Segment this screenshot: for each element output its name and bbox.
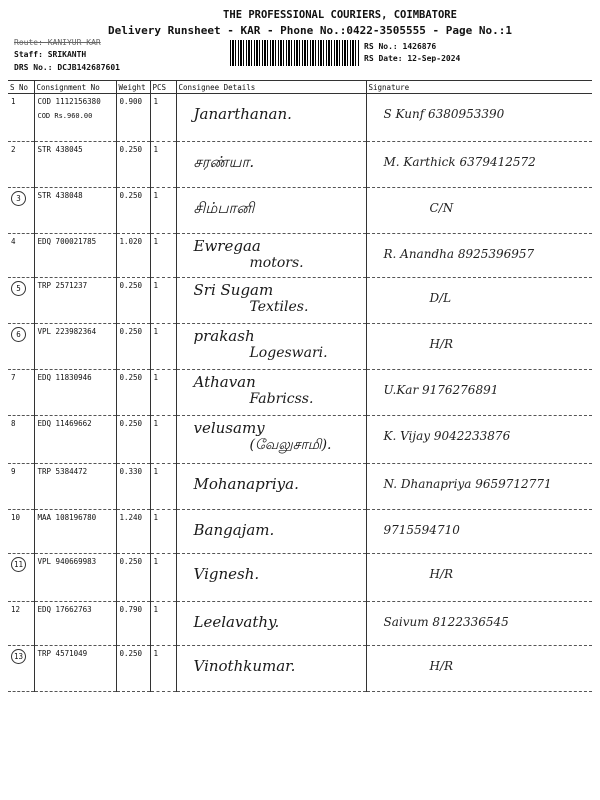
- cell-signature: [366, 324, 592, 370]
- consignee-name-line2: Logeswari.: [249, 345, 328, 361]
- cell-signature: [366, 188, 592, 234]
- weight: 0.250: [119, 327, 143, 336]
- drs-number: DRS No.: DCJB142687601: [14, 63, 120, 72]
- weight: 1.240: [119, 513, 143, 522]
- cell-signature: [366, 510, 592, 554]
- cell-consignee: [176, 324, 366, 370]
- consignee-name: prakash: [193, 327, 255, 345]
- col-header-pcs: PCS: [150, 81, 176, 94]
- cell-pcs: [150, 142, 176, 188]
- row-sno: 2: [11, 145, 16, 154]
- pcs: 1: [153, 649, 159, 658]
- consignee-name-line2: (வேலுசாமி).: [249, 437, 332, 453]
- col-header-consignment: Consignment No: [34, 81, 116, 94]
- cell-consignee: [176, 278, 366, 324]
- signature: D/L: [429, 291, 452, 305]
- cell-weight: [116, 554, 150, 602]
- cell-signature: [366, 94, 592, 142]
- signature: U.Kar 9176276891: [383, 383, 499, 397]
- cell-sno: [8, 94, 34, 142]
- cell-weight: [116, 94, 150, 142]
- table-row: [8, 602, 592, 646]
- table-row: [8, 234, 592, 278]
- cell-weight: [116, 416, 150, 464]
- cell-consignment: [34, 464, 116, 510]
- cell-sno: [8, 234, 34, 278]
- signature: 9715594710: [383, 523, 460, 537]
- cell-weight: [116, 602, 150, 646]
- cell-consignment: [34, 416, 116, 464]
- pcs: 1: [153, 419, 159, 428]
- consignment-no: TRP 4571049: [37, 649, 88, 658]
- pcs: 1: [153, 281, 159, 290]
- signature: H/R: [429, 659, 454, 673]
- consignee-name-line2: Textiles.: [249, 299, 309, 315]
- signature: S Kunf 6380953390: [383, 107, 505, 121]
- consignee-name-line2: motors.: [249, 255, 304, 271]
- pcs: 1: [153, 237, 159, 246]
- cell-sno: [8, 188, 34, 234]
- col-header-signature: Signature: [366, 81, 592, 94]
- runsheet-title: Delivery Runsheet - KAR - Phone No.:0422-3505555 - Page No.:1: [108, 24, 512, 37]
- table-row: [8, 324, 592, 370]
- company-title: THE PROFESSIONAL COURIERS, COIMBATORE: [223, 9, 457, 21]
- col-header-weight: Weight: [116, 81, 150, 94]
- consignment-no: TRP 2571237: [37, 281, 88, 290]
- cell-sno: [8, 510, 34, 554]
- weight: 0.250: [119, 419, 143, 428]
- weight: 0.330: [119, 467, 143, 476]
- consignee-name: Mohanapriya.: [193, 475, 299, 493]
- consignment-no: EDQ 17662763: [37, 605, 92, 614]
- cell-consignee: [176, 646, 366, 692]
- weight: 1.020: [119, 237, 143, 246]
- cell-pcs: [150, 324, 176, 370]
- cell-signature: [366, 602, 592, 646]
- cell-sno: [8, 464, 34, 510]
- cell-consignment: [34, 510, 116, 554]
- cell-consignment: [34, 554, 116, 602]
- cell-pcs: [150, 464, 176, 510]
- consignee-name: Vinothkumar.: [193, 657, 296, 675]
- signature: N. Dhanapriya 9659712771: [383, 477, 552, 491]
- consignee-name: velusamy: [193, 419, 265, 437]
- consignee-name-line2: Fabricss.: [249, 391, 314, 407]
- cell-sno: [8, 142, 34, 188]
- table-row: [8, 646, 592, 692]
- cell-weight: [116, 278, 150, 324]
- consignment-no: VPL 223982364: [37, 327, 97, 336]
- row-sno: 5: [16, 284, 21, 293]
- circle-mark: [11, 649, 26, 664]
- signature: K. Vijay 9042233876: [383, 429, 511, 443]
- consignee-name: சிம்பானி: [193, 199, 255, 217]
- cell-signature: [366, 278, 592, 324]
- cell-signature: [366, 554, 592, 602]
- row-sno: 10: [11, 513, 21, 522]
- table-row: [8, 554, 592, 602]
- cod-amount: COD Rs.960.00: [37, 112, 93, 120]
- pcs: 1: [153, 191, 159, 200]
- row-sno: 3: [16, 194, 21, 203]
- row-sno: 6: [16, 330, 21, 339]
- table-row: [8, 416, 592, 464]
- table-header-row: [8, 81, 592, 94]
- signature: H/R: [429, 567, 454, 581]
- cell-weight: [116, 234, 150, 278]
- pcs: 1: [153, 513, 159, 522]
- barcode: [230, 40, 360, 66]
- cell-consignment: [34, 142, 116, 188]
- circle-mark: [11, 281, 26, 296]
- cell-pcs: [150, 416, 176, 464]
- cell-weight: [116, 188, 150, 234]
- pcs: 1: [153, 605, 159, 614]
- consignee-name: Bangajam.: [193, 521, 275, 539]
- table-row: [8, 370, 592, 416]
- weight: 0.250: [119, 281, 143, 290]
- cell-signature: [366, 416, 592, 464]
- cell-pcs: [150, 278, 176, 324]
- cell-pcs: [150, 646, 176, 692]
- row-sno: 4: [11, 237, 16, 246]
- row-sno: 12: [11, 605, 21, 614]
- consignment-no: COD 1112156380: [37, 97, 101, 106]
- consignee-name: சரண்யா.: [193, 153, 255, 171]
- cell-consignment: [34, 602, 116, 646]
- weight: 0.250: [119, 557, 143, 566]
- row-sno: 7: [11, 373, 16, 382]
- table-row: [8, 94, 592, 142]
- pcs: 1: [153, 373, 159, 382]
- cell-consignee: [176, 142, 366, 188]
- consignee-name: Sri Sugam: [193, 281, 274, 299]
- cell-pcs: [150, 602, 176, 646]
- consignment-no: MAA 108196780: [37, 513, 97, 522]
- cell-pcs: [150, 188, 176, 234]
- row-sno: 13: [13, 652, 24, 661]
- consignee-name: Ewregaa: [193, 237, 261, 255]
- circle-mark: [11, 327, 26, 342]
- col-header-sno: S No: [10, 82, 29, 92]
- consignee-name: Vignesh.: [193, 565, 260, 583]
- cell-signature: [366, 370, 592, 416]
- cell-consignment: [34, 94, 116, 142]
- cell-pcs: [150, 94, 176, 142]
- cell-consignment: [34, 278, 116, 324]
- consignment-no: EDQ 11830946: [37, 373, 92, 382]
- signature: H/R: [429, 337, 454, 351]
- rs-date: RS Date: 12-Sep-2024: [364, 54, 461, 63]
- cell-signature: [366, 142, 592, 188]
- row-sno: 1: [11, 97, 16, 106]
- weight: 0.250: [119, 191, 143, 200]
- signature: M. Karthick 6379412572: [383, 155, 536, 169]
- cell-sno: [8, 554, 34, 602]
- cell-sno: [8, 602, 34, 646]
- cell-pcs: [150, 234, 176, 278]
- cell-consignee: [176, 370, 366, 416]
- pcs: 1: [153, 145, 159, 154]
- circle-mark: [11, 191, 26, 206]
- table-row: [8, 278, 592, 324]
- cell-consignee: [176, 464, 366, 510]
- consignment-no: STR 438045: [37, 145, 83, 154]
- cell-consignee: [176, 94, 366, 142]
- cell-pcs: [150, 554, 176, 602]
- runsheet-table: [8, 80, 592, 692]
- consignee-name: Janarthanan.: [193, 105, 292, 123]
- cell-signature: [366, 234, 592, 278]
- pcs: 1: [153, 467, 159, 476]
- circle-mark: [11, 557, 26, 572]
- consignment-no: TRP 5384472: [37, 467, 88, 476]
- col-header-consignee: Consignee Details: [176, 81, 366, 94]
- cell-sno: [8, 324, 34, 370]
- signature: R. Anandha 8925396957: [383, 247, 535, 261]
- consignment-no: VPL 940669983: [37, 557, 97, 566]
- cell-sno: [8, 416, 34, 464]
- signature: C/N: [429, 201, 454, 215]
- cell-weight: [116, 464, 150, 510]
- row-sno: 9: [11, 467, 16, 476]
- cell-signature: [366, 464, 592, 510]
- weight: 0.900: [119, 97, 143, 106]
- cell-weight: [116, 142, 150, 188]
- pcs: 1: [153, 97, 159, 106]
- cell-consignee: [176, 602, 366, 646]
- consignee-name: Leelavathy.: [193, 613, 280, 631]
- cell-sno: [8, 278, 34, 324]
- cell-signature: [366, 646, 592, 692]
- cell-consignee: [176, 554, 366, 602]
- cell-consignment: [34, 646, 116, 692]
- cell-consignee: [176, 234, 366, 278]
- cell-weight: [116, 646, 150, 692]
- cell-consignment: [34, 188, 116, 234]
- cell-weight: [116, 510, 150, 554]
- cell-weight: [116, 370, 150, 416]
- staff-label: Staff: SRIKANTH: [14, 50, 87, 59]
- cell-consignment: [34, 370, 116, 416]
- cell-consignee: [176, 510, 366, 554]
- rs-number: RS No.: 1426876: [364, 42, 437, 51]
- consignee-name: Athavan: [193, 373, 256, 391]
- signature: Saivum 8122336545: [383, 615, 509, 629]
- weight: 0.250: [119, 373, 143, 382]
- consignment-no: EDQ 700021785: [37, 237, 97, 246]
- weight: 0.250: [119, 145, 143, 154]
- route-label: Route: KANIYUR KAR: [14, 38, 101, 47]
- cell-pcs: [150, 370, 176, 416]
- cell-consignee: [176, 188, 366, 234]
- row-sno: 8: [11, 419, 16, 428]
- cell-pcs: [150, 510, 176, 554]
- cell-sno: [8, 646, 34, 692]
- cell-weight: [116, 324, 150, 370]
- table-row: [8, 464, 592, 510]
- cell-sno: [8, 370, 34, 416]
- row-sno: 11: [13, 560, 24, 569]
- table-row: [8, 188, 592, 234]
- cell-consignee: [176, 416, 366, 464]
- pcs: 1: [153, 327, 159, 336]
- weight: 0.250: [119, 649, 143, 658]
- pcs: 1: [153, 557, 159, 566]
- consignment-no: STR 438048: [37, 191, 83, 200]
- consignment-no: EDQ 11469662: [37, 419, 92, 428]
- table-row: [8, 510, 592, 554]
- cell-consignment: [34, 324, 116, 370]
- cell-consignment: [34, 234, 116, 278]
- weight: 0.790: [119, 605, 143, 614]
- table-row: [8, 142, 592, 188]
